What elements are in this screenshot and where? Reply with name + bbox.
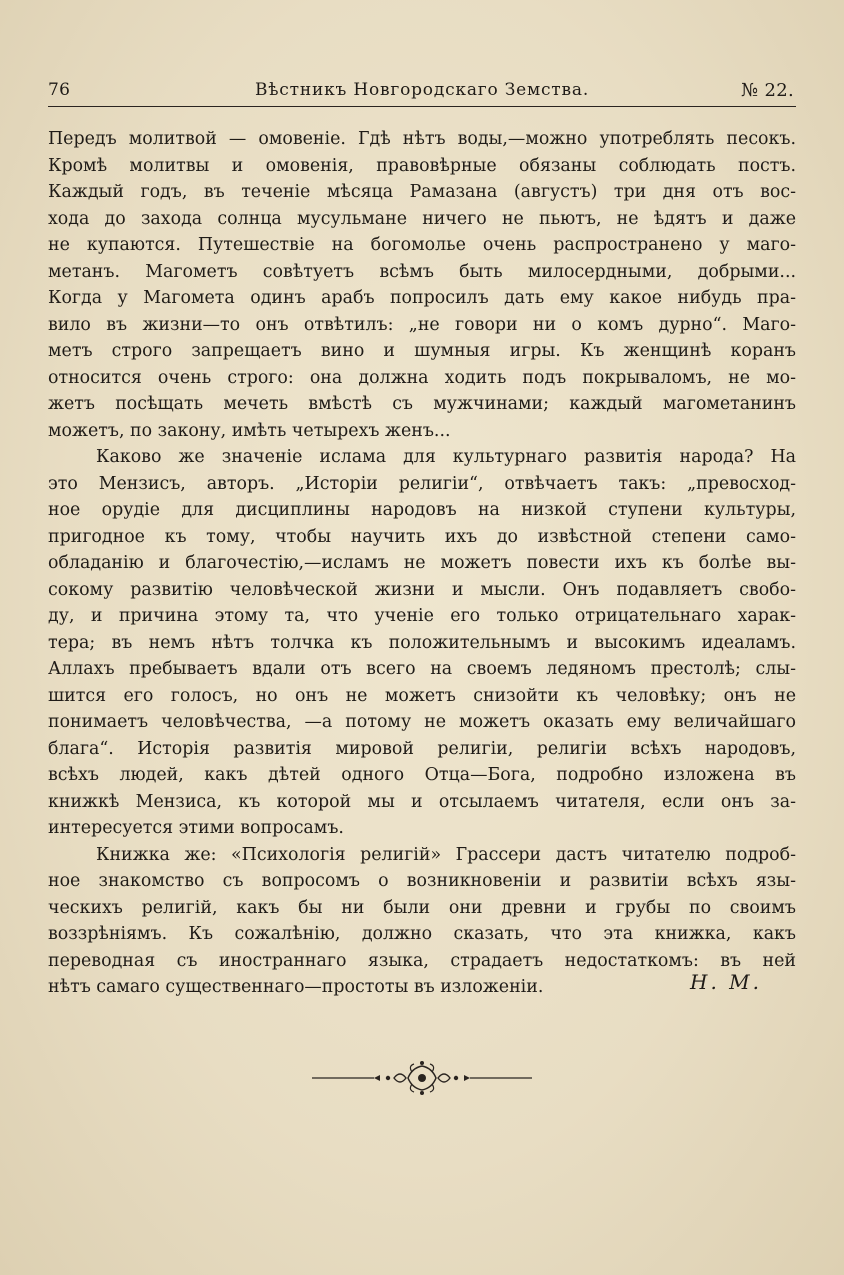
text-line: блага“. Исторія развитія мировой религіи, религіи всѣхъ народовъ, <box>48 738 796 759</box>
journal-title: Вѣстникъ Новгородскаго Земства. <box>254 80 590 100</box>
issue-number: № 22. <box>741 80 794 101</box>
text-line: ное орудіе для дисциплины народовъ на низкой ступени культуры, <box>48 500 796 520</box>
text-line: вило въ жизни—то онъ отвѣтилъ: „не говори ни о комъ дурно“. Маго- <box>48 314 796 335</box>
text-line: метанъ. Магометъ совѣтуетъ всѣмъ быть милосердными, добрыми... <box>48 261 796 282</box>
text-line: метъ строго запрещаетъ вино и шумныя игры. Къ женщинѣ коранъ <box>48 341 796 361</box>
text-line: сокому развитію человѣческой жизни и мысли. Онъ подавляетъ свобо- <box>48 579 796 600</box>
text-line: обладанію и благочестію,—исламъ не можетъ повести ихъ къ болѣе вы- <box>48 553 796 573</box>
text-line: Кромѣ молитвы и омовенія, правовѣрные обязаны соблюдать постъ. <box>48 155 796 176</box>
text-line: интересуется этими вопросамъ. <box>48 818 344 838</box>
text-line: ное знакомство съ вопросомъ о возникновеніи и развитіи всѣхъ язы- <box>48 871 796 891</box>
text-line: Книжка же: «Психологія религій» Грассери дастъ читателю подроб- <box>96 844 796 865</box>
text-line: ду, и причина этому та, что ученіе его только отрицательнаго харак- <box>48 606 796 626</box>
text-line: Каждый годъ, въ теченіе мѣсяца Рамазана (августъ) три дня отъ вос- <box>48 182 796 202</box>
paragraph-2 <box>48 444 796 842</box>
text-line: переводная съ иностраннаго языка, страдаетъ недостаткомъ: въ ней <box>48 950 796 971</box>
text-line: относится очень строго: она должна ходить подъ покрываломъ, не мо- <box>48 367 796 388</box>
text-line: ческихъ религій, какъ бы ни были они древни и грубы по своимъ <box>48 897 796 918</box>
paragraph-3 <box>48 842 796 1001</box>
article-body <box>48 126 796 1001</box>
text-line: всѣхъ людей, какъ дѣтей одного Отца—Бога, подробно изложена въ <box>48 765 796 785</box>
text-line: пригодное къ тому, чтобы научить ихъ до извѣстной степени само- <box>48 526 796 547</box>
text-line: нѣтъ самаго существеннаго—простоты въ изложеніи. <box>48 977 544 997</box>
text-line: Когда у Магомета одинъ арабъ попросилъ дать ему какое нибудь пра- <box>48 288 796 308</box>
text-line: это Мензисъ, авторъ. „Исторіи религіи“, отвѣчаетъ такъ: „превосход- <box>48 473 796 494</box>
text-line: тера; въ немъ нѣтъ толчка къ положительнымъ и высокимъ идеаламъ. <box>48 632 796 653</box>
tailpiece-ornament-icon <box>312 1060 532 1096</box>
page-number: 76 <box>48 80 71 100</box>
text-line: Каково же значеніе ислама для культурнаго развитія народа? На <box>96 447 796 467</box>
paragraph-1 <box>48 126 796 444</box>
text-line: шится его голосъ, но онъ не можетъ снизойти къ человѣку; онъ не <box>48 685 796 706</box>
text-line: хода до захода солнца мусульмане ничего не пьютъ, не ѣдятъ и даже <box>48 208 796 229</box>
text-line: жетъ посѣщать мечеть вмѣстѣ съ мужчинами; каждый магометанинъ <box>48 394 796 414</box>
text-line: Аллахъ пребываетъ вдали отъ всего на своемъ ледяномъ престолѣ; слы- <box>48 659 796 679</box>
text-line: не купаются. Путешествіе на богомолье очень распространено у маго- <box>48 235 796 255</box>
text-line: понимаетъ человѣчества, —а потому не можетъ оказать ему величайшаго <box>48 712 796 732</box>
text-line: Передъ молитвой — омовеніе. Гдѣ нѣтъ воды,—можно употреблять песокъ. <box>48 129 796 149</box>
running-header <box>48 80 796 104</box>
author-signature: Н. М. <box>690 970 762 994</box>
text-line: книжкѣ Мензиса, къ которой мы и отсылаемъ читателя, если онъ за- <box>48 791 796 812</box>
text-line: воззрѣніямъ. Къ сожалѣнію, должно сказать, что эта книжка, какъ <box>48 924 796 944</box>
header-rule <box>48 106 796 107</box>
text-line: можетъ, по закону, имѣть четырехъ женъ... <box>48 420 451 441</box>
